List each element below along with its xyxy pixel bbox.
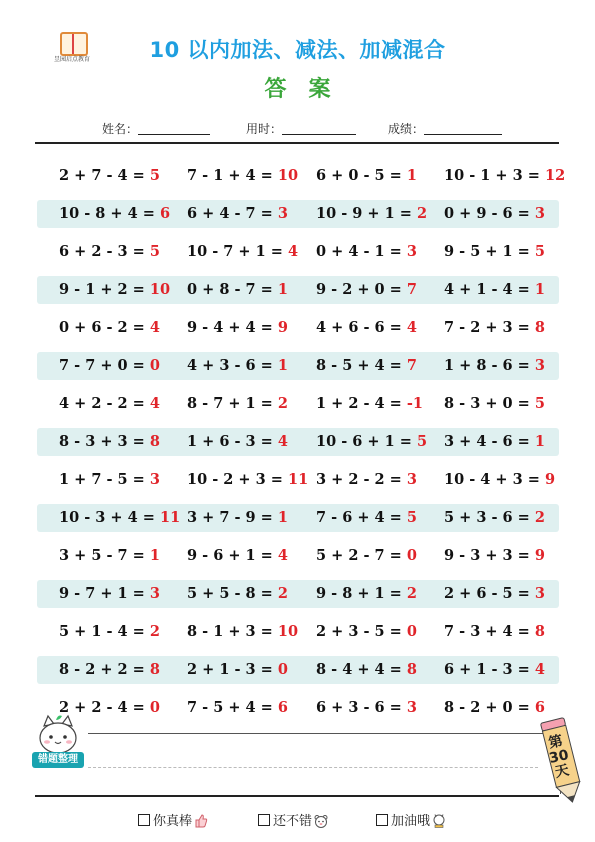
problem-answer: 6 [277,699,288,716]
problem-answer: 4 [277,433,288,450]
problem-question: 6 + 3 - 6 = [316,699,402,716]
problem-row [37,656,559,684]
problem-answer: 4 [287,243,299,260]
problem-question: 2 + 6 - 5 = [444,585,530,602]
math-problem [187,162,298,190]
math-problem [316,390,423,418]
problem-question: 4 + 2 - 2 = [59,395,145,412]
problem-row [37,618,559,646]
time-field [246,120,356,137]
problem-question: 6 + 0 - 5 = [316,167,402,184]
problem-question: 10 - 8 + 4 = [59,205,155,222]
footer-divider [35,795,559,797]
math-problem [59,390,160,418]
error-review-line [88,767,538,768]
math-problem [187,390,288,418]
math-problem [316,276,417,304]
problem-question: 0 + 8 - 7 = [187,281,273,298]
math-problem [59,238,160,266]
math-problem [444,238,545,266]
problem-answer: 3 [534,205,545,222]
problem-answer: 3 [534,357,545,374]
problem-question: 10 - 9 + 1 = [316,205,412,222]
math-problem [444,580,545,608]
problem-question: 1 + 6 - 3 = [187,433,273,450]
math-problem [316,466,417,494]
math-problem [187,200,288,228]
problem-question: 6 + 2 - 3 = [59,243,145,260]
day-number: 30 [547,747,571,767]
problem-question: 9 - 1 + 2 = [59,281,145,298]
math-problem [316,694,417,722]
problem-answer: 10 [149,281,171,298]
math-problem [187,238,298,266]
math-problem [59,466,160,494]
math-problem [187,618,298,646]
problem-row [37,200,559,228]
problem-answer: 3 [277,205,288,222]
problem-answer: 4 [149,319,160,336]
problem-answer: 5 [534,243,545,260]
problem-answer: 1 [277,281,288,298]
math-problem [444,466,555,494]
math-problem [444,504,545,532]
problem-answer: 8 [534,623,545,640]
problem-row [37,276,559,304]
problem-answer: 9 [534,547,545,564]
problem-question: 10 - 3 + 4 = [59,509,155,526]
math-problem [316,200,427,228]
problem-question: 1 + 7 - 5 = [59,471,145,488]
problem-question: 10 - 7 + 1 = [187,243,283,260]
math-problem [187,276,288,304]
problem-question: 10 - 6 + 1 = [316,433,412,450]
check-good[interactable] [258,810,328,829]
problem-question: 8 - 1 + 3 = [187,623,273,640]
problem-row [37,238,559,266]
problem-question: 3 + 2 - 2 = [316,471,402,488]
math-problem [444,542,545,570]
problem-answer: 5 [149,243,160,260]
problem-answer: 9 [544,471,556,488]
problem-answer: 8 [149,433,160,450]
problem-question: 9 - 7 + 1 = [59,585,145,602]
problem-question: 4 + 6 - 6 = [316,319,402,336]
problem-answer: 10 [277,167,299,184]
score-label: 成绩： [388,122,425,136]
problem-question: 4 + 3 - 6 = [187,357,273,374]
math-problem [187,694,288,722]
problem-answer: 7 [406,357,417,374]
math-problem [316,314,417,342]
math-problem [316,162,417,190]
day-suffix: 天 [553,762,571,781]
problem-answer: 3 [406,243,417,260]
math-problem [444,390,545,418]
problem-answer: 10 [277,623,299,640]
error-review-tag: 错题整理 [32,752,84,768]
problem-answer: 2 [277,585,288,602]
problem-question: 0 + 6 - 2 = [59,319,145,336]
problem-answer: 1 [149,547,160,564]
math-problem [187,428,288,456]
math-problem [444,656,545,684]
check-keep-going[interactable] [376,810,446,829]
problem-answer: 11 [159,509,181,526]
logo-caption: 昱园启点教育 [53,56,90,63]
problem-question: 8 - 3 + 3 = [59,433,145,450]
problem-answer: 3 [406,471,417,488]
problem-row [37,542,559,570]
math-problem [187,504,288,532]
problem-row [37,694,559,722]
problem-answer: 0 [277,661,288,678]
problem-row [37,352,559,380]
score-field [388,120,502,137]
problem-question: 0 + 9 - 6 = [444,205,530,222]
problem-question: 9 - 8 + 1 = [316,585,402,602]
time-label: 用时： [246,122,283,136]
problem-row [37,428,559,456]
problem-question: 2 + 1 - 3 = [187,661,273,678]
problem-question: 10 - 4 + 3 = [444,471,540,488]
math-problem [316,580,417,608]
problem-question: 7 - 2 + 3 = [444,319,530,336]
problem-answer: 6 [159,205,171,222]
check-keep-going-label: 加油哦 [391,814,431,829]
checkbox-great[interactable] [138,814,150,826]
problem-question: 0 + 4 - 1 = [316,243,402,260]
problem-answer: 2 [416,205,428,222]
math-problem [59,276,170,304]
problem-question: 2 + 2 - 4 = [59,699,145,716]
problem-answer: 5 [416,433,428,450]
problem-answer: 8 [534,319,545,336]
problem-question: 5 + 5 - 8 = [187,585,273,602]
math-problem [316,618,417,646]
problem-answer: 5 [149,167,160,184]
problem-answer: 0 [406,547,417,564]
math-problem [187,542,288,570]
problem-answer: 2 [277,395,288,412]
problem-row [37,314,559,342]
math-problem [59,504,180,532]
problem-question: 1 + 8 - 6 = [444,357,530,374]
check-good-label: 还不错 [273,814,313,829]
math-problem [59,542,160,570]
math-problem [187,352,288,380]
math-problem [187,656,288,684]
math-problem [316,542,417,570]
problem-question: 9 - 2 + 0 = [316,281,402,298]
problem-question: 7 - 6 + 4 = [316,509,402,526]
problem-answer: 1 [277,509,288,526]
problem-answer: 0 [149,357,160,374]
math-problem [444,200,545,228]
problem-question: 7 - 7 + 0 = [59,357,145,374]
problem-question: 7 - 3 + 4 = [444,623,530,640]
problem-question: 8 - 4 + 4 = [316,661,402,678]
math-problem [316,238,417,266]
problem-answer: 2 [406,585,417,602]
problem-question: 3 + 7 - 9 = [187,509,273,526]
problem-row [37,466,559,494]
problem-question: 5 + 2 - 7 = [316,547,402,564]
problem-answer: 6 [534,699,545,716]
problem-question: 10 - 1 + 3 = [444,167,540,184]
math-problem [187,580,288,608]
problem-answer: 7 [406,281,417,298]
problem-answer: 8 [149,661,160,678]
problem-answer: 0 [406,623,417,640]
problem-answer: 2 [149,623,160,640]
checkbox-keep-going[interactable] [376,814,388,826]
problem-question: 8 - 7 + 1 = [187,395,273,412]
problem-answer: 5 [406,509,417,526]
problem-question: 5 + 1 - 4 = [59,623,145,640]
problem-answer: 8 [406,661,417,678]
problem-answer: 4 [149,395,160,412]
name-label: 姓名： [102,122,139,136]
problem-question: 7 - 5 + 4 = [187,699,273,716]
page-title: 10 以内加法、减法、加减混合 [149,38,446,62]
problem-answer: 9 [277,319,288,336]
math-problem [59,314,160,342]
day-prefix: 第 [547,733,565,752]
problem-row [37,504,559,532]
math-problem [59,618,160,646]
math-problem [444,618,545,646]
page-subtitle: 答案 [264,77,353,102]
problem-answer: -1 [406,395,423,412]
problem-answer: 4 [406,319,417,336]
problem-question: 8 - 3 + 0 = [444,395,530,412]
bear-face-icon [314,814,328,828]
problem-answer: 1 [406,167,417,184]
problem-answer: 1 [534,433,545,450]
problem-answer: 11 [287,471,309,488]
problem-question: 9 - 3 + 3 = [444,547,530,564]
math-problem [59,352,160,380]
math-problem [59,162,160,190]
math-problem [59,656,160,684]
problem-question: 3 + 5 - 7 = [59,547,145,564]
math-problem [59,200,170,228]
problem-question: 8 - 2 + 0 = [444,699,530,716]
problem-question: 8 - 5 + 4 = [316,357,402,374]
problem-question: 3 + 4 - 6 = [444,433,530,450]
problem-row [37,162,566,190]
name-blank[interactable] [138,122,210,135]
problem-row [37,580,559,608]
math-problem [316,352,417,380]
name-field [102,120,210,137]
score-blank[interactable] [424,122,502,135]
math-problem [444,162,565,190]
problem-answer: 3 [149,471,160,488]
check-great-label: 你真棒 [153,814,193,829]
math-problem [316,428,427,456]
problem-question: 1 + 2 - 4 = [316,395,402,412]
header-divider [35,142,559,144]
problem-question: 2 + 7 - 4 = [59,167,145,184]
math-problem [444,352,545,380]
math-problem [444,428,545,456]
math-problem [444,694,545,722]
check-great[interactable] [138,810,208,829]
math-problem [59,580,160,608]
problem-answer: 4 [534,661,545,678]
problem-question: 9 - 4 + 4 = [187,319,273,336]
problem-question: 9 - 5 + 1 = [444,243,530,260]
problem-question: 10 - 2 + 3 = [187,471,283,488]
math-problem [187,466,308,494]
cheer-mascot-icon [432,814,446,828]
problem-answer: 1 [277,357,288,374]
math-problem [316,656,417,684]
problem-question: 8 - 2 + 2 = [59,661,145,678]
time-blank[interactable] [282,122,356,135]
checkbox-good[interactable] [258,814,270,826]
problem-question: 5 + 3 - 6 = [444,509,530,526]
problem-answer: 4 [277,547,288,564]
problem-answer: 3 [534,585,545,602]
math-problem [187,314,288,342]
math-problem [444,314,545,342]
problem-question: 6 + 4 - 7 = [187,205,273,222]
thumbs-up-icon [194,814,208,828]
problem-question: 6 + 1 - 3 = [444,661,530,678]
problem-row [37,390,559,418]
problem-answer: 5 [534,395,545,412]
problem-question: 4 + 1 - 4 = [444,281,530,298]
problem-answer: 12 [544,167,566,184]
error-review-box[interactable] [88,733,561,794]
problem-question: 9 - 6 + 1 = [187,547,273,564]
problem-answer: 1 [534,281,545,298]
math-problem [316,504,417,532]
problem-question: 2 + 3 - 5 = [316,623,402,640]
problem-answer: 3 [149,585,160,602]
problem-answer: 3 [406,699,417,716]
problem-question: 7 - 1 + 4 = [187,167,273,184]
problem-answer: 0 [149,699,160,716]
math-problem [444,276,545,304]
problem-answer: 2 [534,509,545,526]
math-problem [59,428,160,456]
